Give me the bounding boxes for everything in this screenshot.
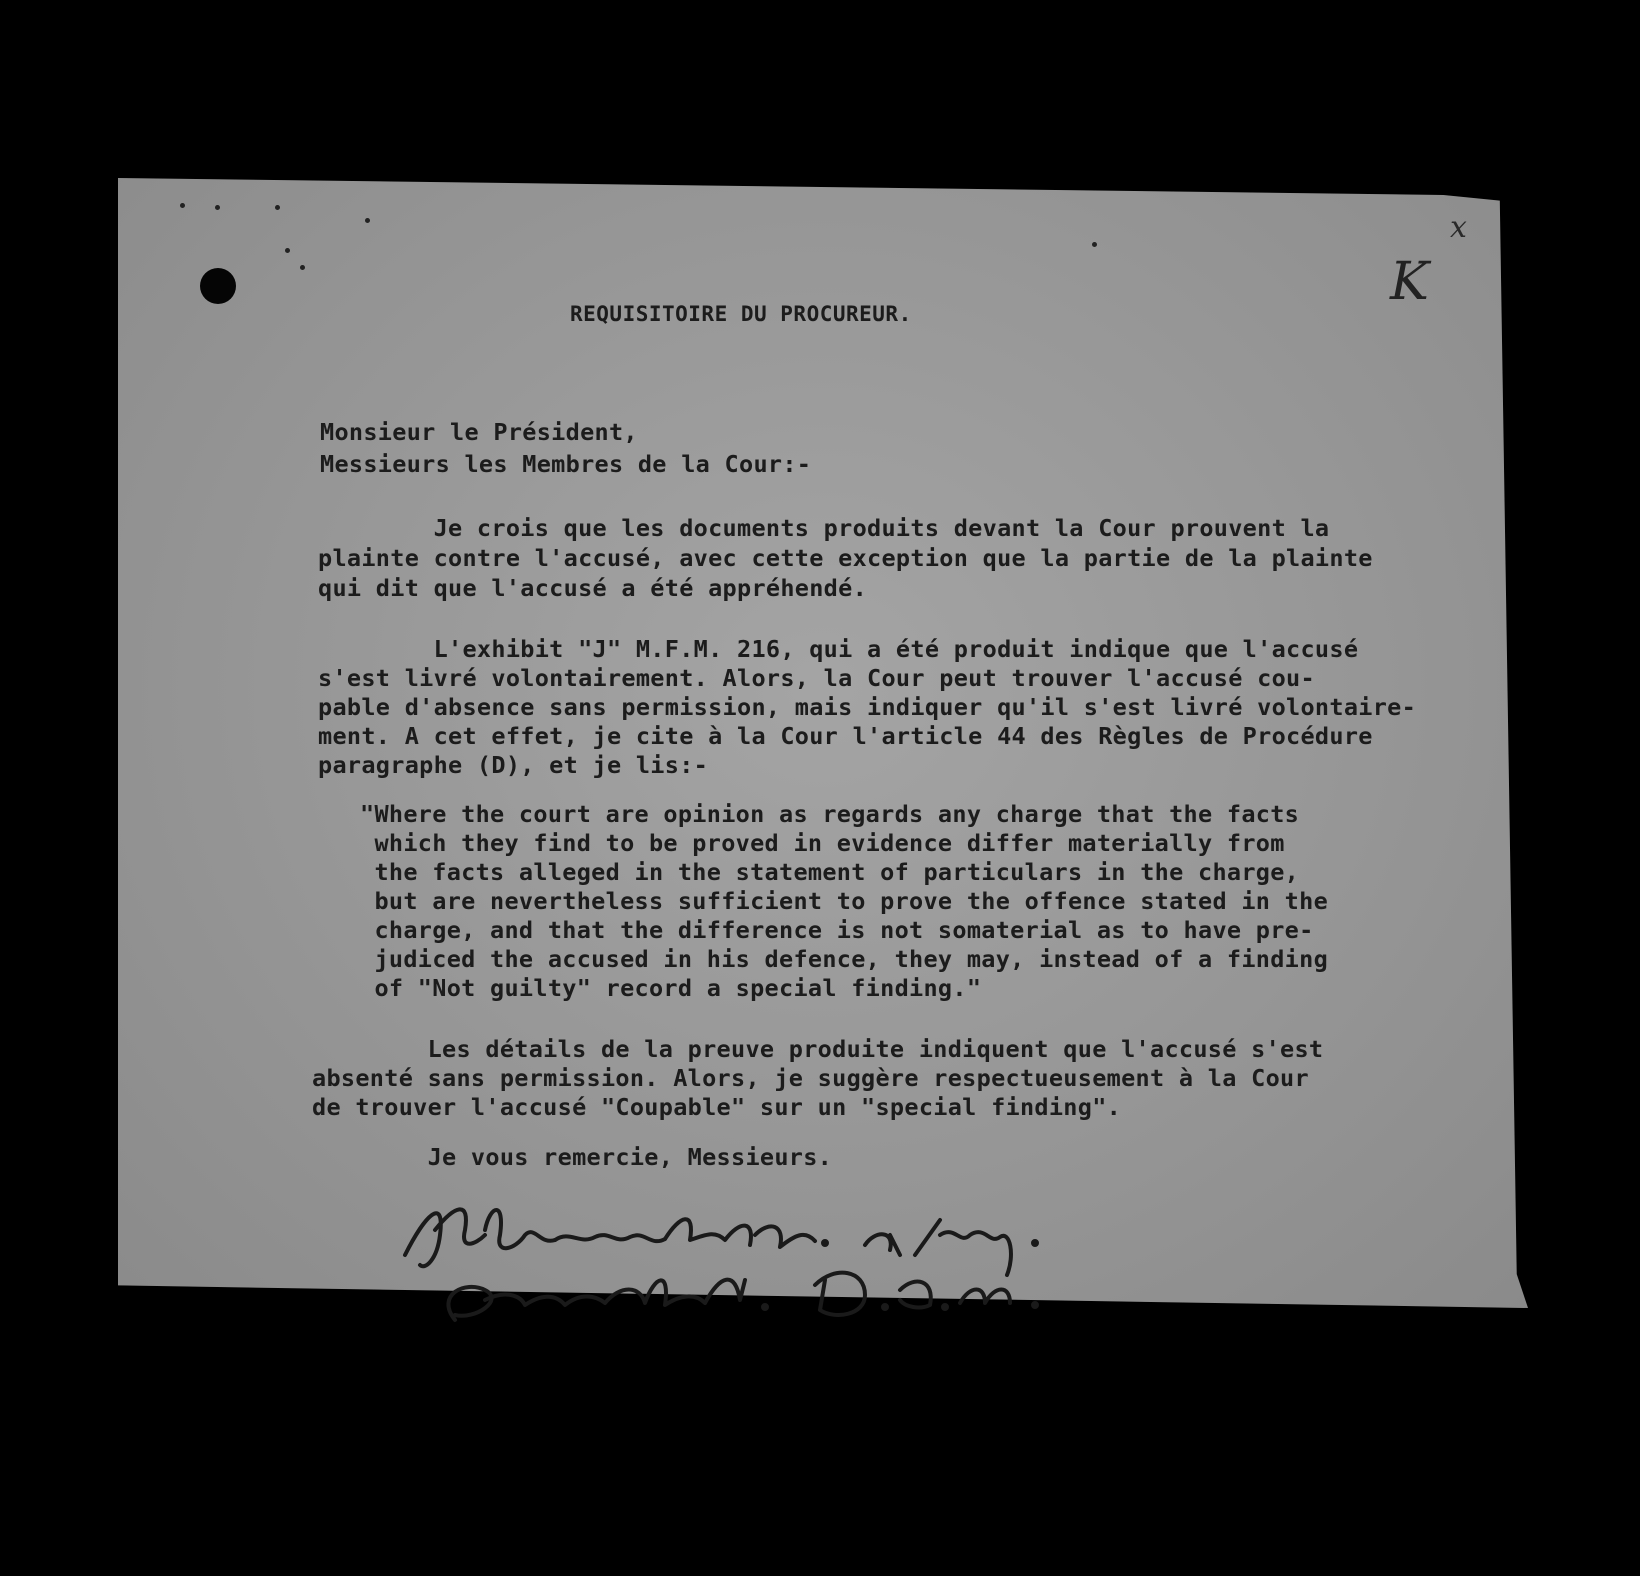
ink-speck bbox=[275, 205, 280, 210]
quote-line: judiced the accused in his defence, they may, instead of a finding bbox=[360, 945, 1329, 973]
paragraph-line: L'exhibit "J" M.F.M. 216, qui a été produit indique que l'accusé bbox=[318, 635, 1359, 663]
ink-speck bbox=[300, 265, 305, 270]
closing-line: Je vous remercie, Messieurs. bbox=[312, 1143, 833, 1171]
paragraph-line: de trouver l'accusé "Coupable" sur un "special finding". bbox=[312, 1093, 1122, 1121]
paragraph-line: absenté sans permission. Alors, je suggère respectueusement à la Cour bbox=[312, 1064, 1309, 1092]
handwritten-signature bbox=[395, 1175, 1135, 1325]
paragraph-line: s'est livré volontairement. Alors, la Cour peut trouver l'accusé cou- bbox=[318, 664, 1315, 692]
ink-speck bbox=[180, 203, 185, 208]
paragraph-line: qui dit que l'accusé a été appréhendé. bbox=[318, 574, 868, 602]
salutation-line: Messieurs les Membres de la Cour:- bbox=[320, 450, 812, 478]
salutation-line: Monsieur le Président, bbox=[320, 418, 638, 446]
quote-line: charge, and that the difference is not somaterial as to have pre- bbox=[360, 916, 1314, 944]
ink-speck bbox=[1092, 242, 1097, 247]
quote-line: the facts alleged in the statement of particulars in the charge, bbox=[360, 858, 1300, 886]
paragraph-line: Je crois que les documents produits devant la Cour prouvent la bbox=[318, 514, 1330, 542]
quote-line: of "Not guilty" record a special finding." bbox=[360, 974, 982, 1002]
ink-speck bbox=[285, 248, 290, 253]
corner-mark-k: K bbox=[1390, 252, 1429, 312]
corner-mark-small: x bbox=[1450, 210, 1467, 245]
punch-hole bbox=[200, 268, 236, 304]
document-title: REQUISITOIRE DU PROCUREUR. bbox=[570, 302, 912, 326]
quote-line: "Where the court are opinion as regards any charge that the facts bbox=[360, 800, 1300, 828]
paragraph-line: pable d'absence sans permission, mais indiquer qu'il s'est livré volontaire- bbox=[318, 693, 1417, 721]
quote-line: which they find to be proved in evidence differ materially from bbox=[360, 829, 1285, 857]
paragraph-line: plainte contre l'accusé, avec cette exception que la partie de la plainte bbox=[318, 544, 1373, 572]
ink-speck bbox=[215, 205, 220, 210]
paragraph-line: Les détails de la preuve produite indiquent que l'accusé s'est bbox=[312, 1035, 1324, 1063]
quote-line: but are nevertheless sufficient to prove the offence stated in the bbox=[360, 887, 1329, 915]
paragraph-line: paragraphe (D), et je lis:- bbox=[318, 751, 709, 779]
paragraph-line: ment. A cet effet, je cite à la Cour l'article 44 des Règles de Procédure bbox=[318, 722, 1373, 750]
ink-speck bbox=[365, 218, 370, 223]
